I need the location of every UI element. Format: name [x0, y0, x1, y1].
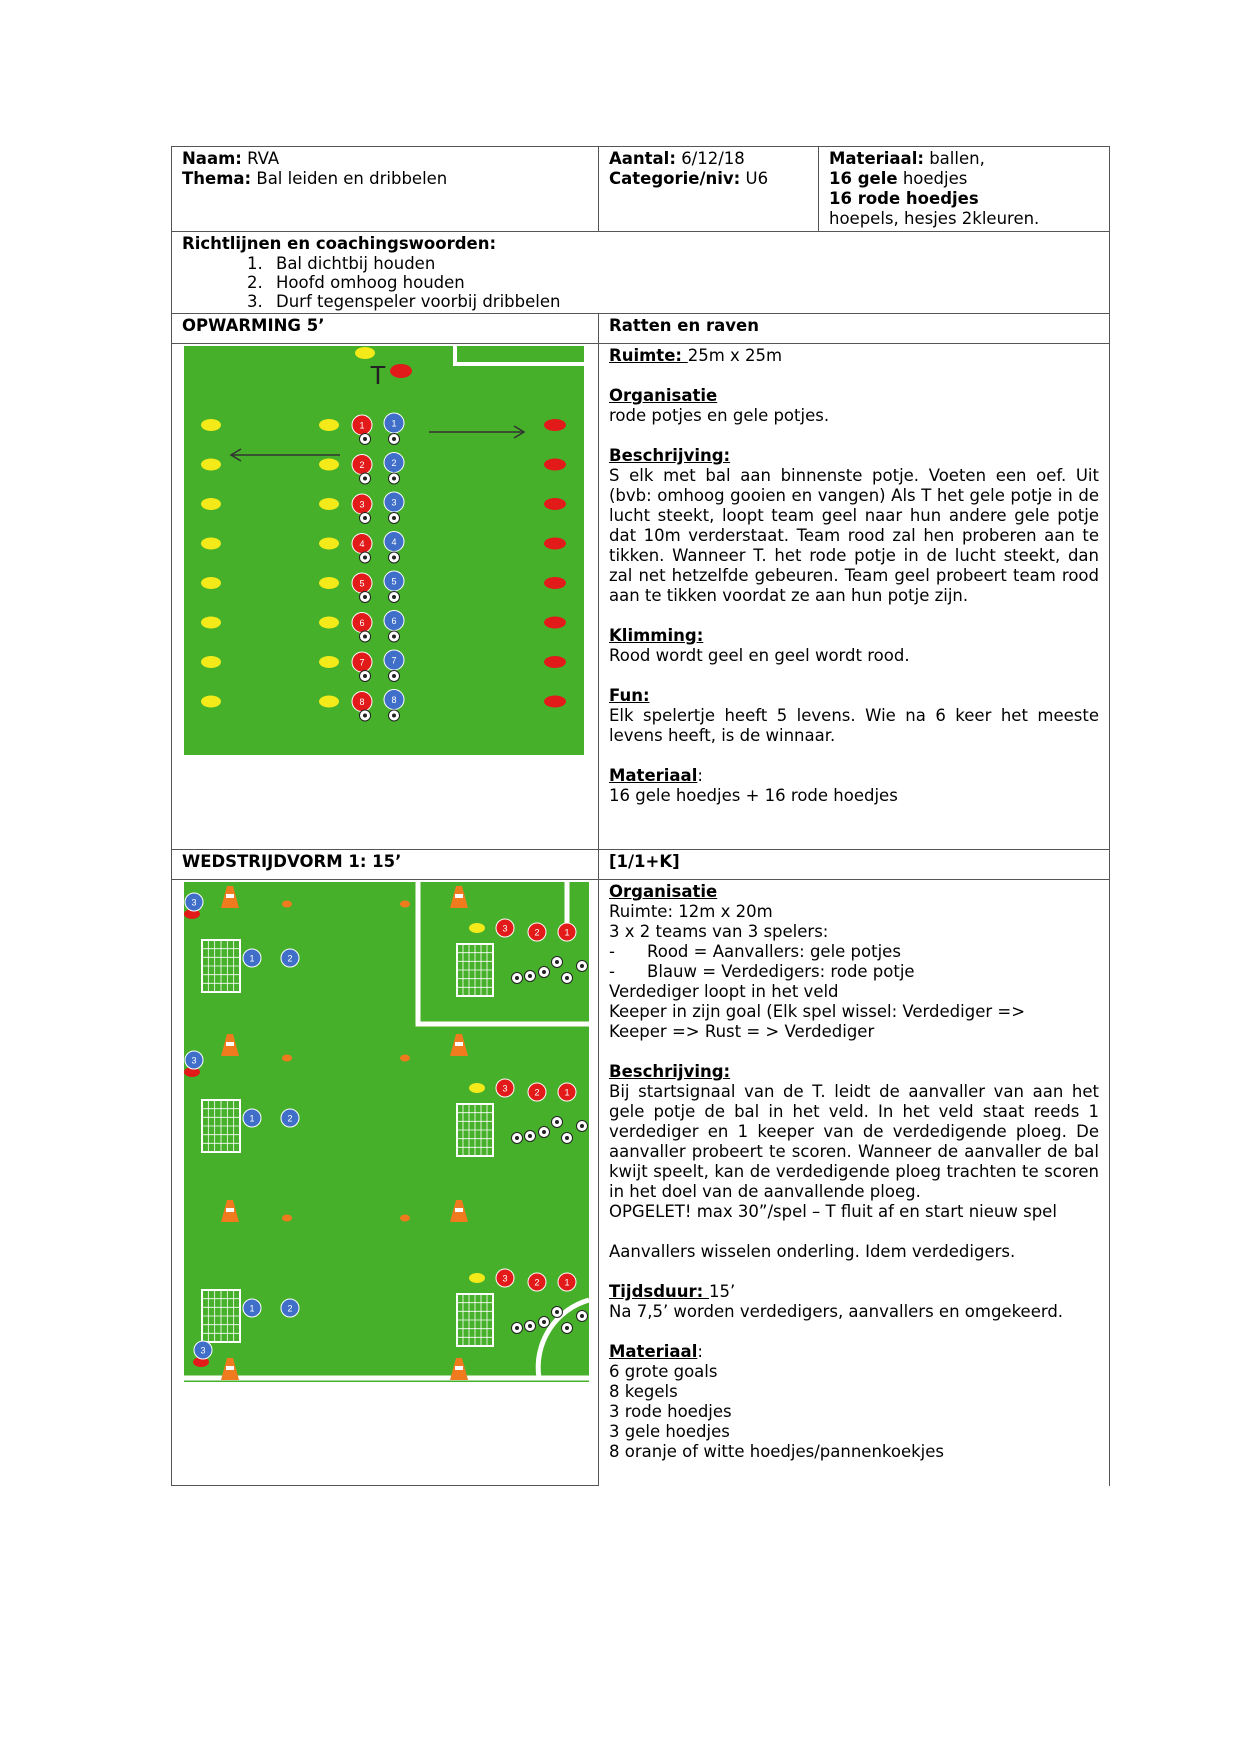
red-cone: [544, 656, 566, 668]
aantal-value: 6/12/18: [681, 149, 745, 168]
player-number: 2: [287, 953, 293, 964]
red-cone: [544, 577, 566, 589]
ball-patch: [515, 1326, 519, 1330]
wissel-text: Aanvallers wisselen onderling. Idem verdedigers.: [609, 1242, 1016, 1261]
materiaal-line4: hoepels, hesjes 2kleuren.: [829, 209, 1040, 228]
tijdsduur-text: Na 7,5’ worden verdedigers, aanvallers en omgekeerd.: [609, 1302, 1064, 1321]
player-number: 3: [359, 499, 365, 510]
session-sheet: [171, 146, 1110, 1486]
player-number: 2: [534, 927, 540, 938]
yellow-cone: [469, 1083, 485, 1093]
ball-patch: [565, 1326, 569, 1330]
org-line: Keeper in zijn goal (Elk spel wissel: Verdediger =>: [609, 1002, 1026, 1021]
ball-patch: [565, 976, 569, 980]
player-number: 1: [391, 418, 397, 429]
player-number: 2: [359, 460, 365, 470]
ball-patch: [555, 1310, 559, 1314]
opwarming-title: OPWARMING 5’: [172, 314, 599, 344]
materiaal-line2-rest: hoedjes: [902, 169, 968, 188]
orange-disc: [400, 1215, 410, 1222]
player-number: 3: [502, 923, 508, 934]
player-number: 2: [287, 1113, 293, 1124]
player-number: 8: [391, 695, 397, 705]
ball-patch: [515, 976, 519, 980]
red-cone: [544, 696, 566, 708]
org-line: Verdediger loopt in het veld: [609, 982, 839, 1001]
ball-patch: [555, 960, 559, 964]
ball-patch: [392, 674, 396, 678]
red-cone: [544, 538, 566, 550]
yellow-cone: [201, 498, 221, 510]
player-number: 1: [564, 1087, 570, 1098]
ball-patch: [528, 1134, 532, 1138]
ball-patch: [555, 1120, 559, 1124]
player-number: 3: [191, 1055, 197, 1066]
yellow-cone: [319, 577, 339, 589]
naam-label: Naam:: [182, 149, 242, 168]
player-number: 3: [191, 897, 197, 908]
guideline-item: 2. Hoofd omhoog houden: [268, 273, 1099, 292]
player-number: 2: [287, 1303, 293, 1314]
orange-disc: [400, 901, 410, 908]
categorie-label: Categorie/niv:: [609, 169, 741, 188]
player-number: 3: [502, 1273, 508, 1284]
player-number: 6: [359, 618, 365, 628]
yellow-cone: [319, 419, 339, 431]
materiaal-line2-bold: 16 gele: [829, 169, 898, 188]
player-number: 4: [359, 539, 365, 549]
red-cone: [544, 459, 566, 471]
materiaal-item: 8 oranje of witte hoedjes/pannenkoekjes: [609, 1442, 945, 1461]
guideline-item: 1. Bal dichtbij houden: [268, 254, 1099, 273]
player-number: 1: [359, 420, 365, 431]
materiaal-heading: Materiaal: [609, 766, 698, 785]
player-number: 3: [391, 497, 397, 508]
yellow-cone: [201, 577, 221, 589]
orange-disc: [282, 1215, 292, 1222]
materiaal-heading: Materiaal: [609, 1342, 698, 1361]
ball-patch: [392, 437, 396, 441]
player-number: 7: [359, 657, 365, 668]
materiaal-line3: 16 rode hoedjes: [829, 189, 979, 208]
player-number: 1: [249, 953, 255, 964]
player-number: 3: [200, 1345, 206, 1356]
yellow-cone: [201, 696, 221, 708]
materiaal-label: Materiaal:: [829, 149, 924, 168]
ball-patch: [580, 1314, 584, 1318]
guidelines-list: [182, 254, 1099, 311]
player-number: 2: [534, 1277, 540, 1288]
ball-patch: [363, 714, 367, 718]
ball-patch: [542, 970, 546, 974]
yellow-cone: [319, 656, 339, 668]
klimming-heading: Klimming:: [609, 626, 704, 645]
fun-text: Elk spelertje heeft 5 levens. Wie na 6 keer het meeste levens heeft, is de winnaar.: [609, 706, 1099, 745]
ball-patch: [363, 477, 367, 481]
player-number: 7: [391, 655, 397, 666]
guidelines-title: Richtlijnen en coachingswoorden:: [182, 234, 497, 253]
materiaal-item: 8 kegels: [609, 1382, 678, 1401]
header-aantal-cell: [599, 147, 819, 232]
wedstrijdvorm-title: WEDSTRIJDVORM 1: 15’: [172, 850, 599, 880]
ball-patch: [565, 1136, 569, 1140]
fun-heading: Fun:: [609, 686, 650, 705]
yellow-cone: [319, 617, 339, 629]
orange-disc: [282, 901, 292, 908]
dash-item: Blauw = Verdedigers: rode potje: [647, 962, 915, 981]
player-number: 6: [391, 616, 397, 626]
yellow-cone: [201, 617, 221, 629]
guideline-item: 3. Durf tegenspeler voorbij dribbelen: [268, 292, 1099, 311]
wedstrijd-field-diagram: [172, 880, 599, 1485]
org-line: 3 x 2 teams van 3 spelers:: [609, 922, 829, 941]
ball-patch: [542, 1320, 546, 1324]
dash-item: Rood = Aanvallers: gele potjes: [647, 942, 901, 961]
opwarming-description: Ruimte: 25m x 25m Organisatie rode potjes en gele potjes. Beschrijving: S elk met bal aan binnenste potje. Voeten een oef. Uit (bvb: omhoog gooien en vangen) Als T het gele potje in de lucht steekt, loopt team geel naar hun andere gele potje dat 10m verderstaat. Team rood zal hen proberen aan te tikken. Wanneer T. het rode potje in de lucht steekt, dan zal net hetzelfde gebeuren. Team geel probeert team rood aan te tikken voordat ze aan hun potje zijn. Klimming: Rood wordt geel en geel wordt rood. Fun: Elk spelertje heeft 5 levens. Wie na 6 keer het meeste levens heeft, is de winnaar. Materiaal: 16 gele hoedjes + 16 rode hoedjes: [599, 344, 1110, 850]
player-number: 1: [249, 1303, 255, 1314]
yellow-cone: [319, 538, 339, 550]
red-cone: [544, 617, 566, 629]
materiaal-value: ballen,: [929, 149, 985, 168]
header-materiaal-cell: [819, 147, 1110, 232]
formatie-title: [1/1+K]: [599, 850, 1110, 880]
player-number: 1: [249, 1113, 255, 1124]
opwarming-field-diagram: [172, 344, 599, 849]
beschrijving-heading: Beschrijving:: [609, 1062, 731, 1081]
beschrijving-text: S elk met bal aan binnenste potje. Voeten een oef. Uit (bvb: omhoog gooien en vangen) Als T het gele potje in de lucht steekt, loopt team geel naar hun andere gele potje dat 10m verderstaat. Team rood zal hen proberen aan te tikken. Wanneer T. het rode potje in de lucht steekt, dan zal net hetzelfde gebeuren. Team geel probeert team rood aan te tikken voordat ze aan hun potje zijn.: [609, 466, 1099, 605]
wedstrijd-description: Organisatie Ruimte: 12m x 20m 3 x 2 teams van 3 spelers: - Rood = Aanvallers: gele potjes - Blauw = Verdedigers: rode potje Verdediger loopt in het veld Keeper in zijn goal (Elk spel wissel: Verdediger => Keeper => Rust = > Verdediger Beschrijving: Bij startsignaal van de T. leidt de aanvaller van aan het gele potje de bal in het veld. In het veld staat reeds 1 verdediger en 1 keeper van de verdedigende ploeg. De aanvaller probeert te scoren. Wanneer de aanvaller de bal kwijt speelt, kan de verdedigende ploeg trachten te scoren in het doel van de aanvallende ploeg. OPGELET! max 30”/spel – T fluit af en start nieuw spel Aanvallers wisselen onderling. Idem verdedigers. Tijdsduur: 15’ Na 7,5’ worden verdedigers, aanvallers en omgekeerd. Materiaal: 6 grote goals 8 kegels 3 rode hoedjes 3 gele hoedjes 8 oranje of witte hoedjes/pannenkoekjes: [599, 880, 1110, 1486]
org-line: Ruimte: 12m x 20m: [609, 902, 773, 921]
trainer-label: T: [370, 360, 386, 390]
player-number: 2: [391, 458, 397, 468]
guidelines-cell: [172, 232, 1110, 314]
ball-patch: [363, 595, 367, 599]
opwarming-diagram-cell: [172, 344, 599, 850]
organisatie-heading: Organisatie: [609, 882, 718, 901]
ball-patch: [515, 1136, 519, 1140]
player-number: 5: [391, 576, 397, 587]
materiaal-item: 3 gele hoedjes: [609, 1422, 730, 1441]
organisatie-heading: Organisatie: [609, 386, 718, 405]
ball-patch: [392, 714, 396, 718]
materiaal-item: 3 rode hoedjes: [609, 1402, 732, 1421]
ball-patch: [580, 964, 584, 968]
yellow-cone: [319, 696, 339, 708]
red-cone: [544, 419, 566, 431]
orange-disc: [282, 1055, 292, 1062]
player-number: 5: [359, 578, 365, 589]
ball-patch: [363, 556, 367, 560]
yellow-cone: [469, 923, 485, 933]
wedstrijd-diagram-cell: [172, 880, 599, 1486]
yellow-cone: [201, 459, 221, 471]
ruimte-value: 25m x 25m: [687, 346, 783, 365]
yellow-cone: [201, 419, 221, 431]
ball-patch: [542, 1130, 546, 1134]
tijdsduur-value: 15’: [708, 1282, 736, 1301]
player-number: 3: [502, 1083, 508, 1094]
yellow-cone: [201, 538, 221, 550]
ball-patch: [392, 556, 396, 560]
materiaal-item: 6 grote goals: [609, 1362, 718, 1381]
player-number: 1: [564, 1277, 570, 1288]
klimming-text: Rood wordt geel en geel wordt rood.: [609, 646, 910, 665]
org-line: Keeper => Rust = > Verdediger: [609, 1022, 875, 1041]
ball-patch: [392, 635, 396, 639]
yellow-cone: [319, 498, 339, 510]
ratten-title: Ratten en raven: [599, 314, 1110, 344]
beschrijving-text: Bij startsignaal van de T. leidt de aanvaller van aan het gele potje de bal in het veld. In het veld staat reeds 1 verdediger en 1 keeper van de verdedigende ploeg. De aanvaller probeert te scoren. Wanneer de aanvaller de bal kwijt speelt, kan de verdedigende ploeg trachten te scoren in het doel van de aanvallende ploeg.: [609, 1082, 1099, 1201]
categorie-value: U6: [745, 169, 769, 188]
thema-label: Thema:: [182, 169, 252, 188]
orange-disc: [400, 1055, 410, 1062]
ball-patch: [392, 516, 396, 520]
ball-patch: [363, 516, 367, 520]
materiaal-text: 16 gele hoedjes + 16 rode hoedjes: [609, 786, 898, 805]
red-cone: [544, 498, 566, 510]
ball-patch: [528, 1324, 532, 1328]
thema-value: Bal leiden en dribbelen: [256, 169, 448, 188]
ruimte-label: Ruimte:: [609, 346, 688, 365]
header-name-cell: [172, 147, 599, 232]
player-number: 4: [391, 537, 397, 547]
yellow-cone: [201, 656, 221, 668]
ball-patch: [392, 477, 396, 481]
ball-patch: [363, 635, 367, 639]
opgelet-text: OPGELET! max 30”/spel – T fluit af en start nieuw spel: [609, 1202, 1057, 1221]
ball-patch: [363, 674, 367, 678]
naam-value: RVA: [247, 149, 280, 168]
player-number: 1: [564, 927, 570, 938]
tijdsduur-label: Tijdsduur:: [609, 1282, 709, 1301]
player-number: 8: [359, 697, 365, 707]
player-number: 2: [534, 1087, 540, 1098]
organisatie-text: rode potjes en gele potjes.: [609, 406, 830, 425]
ball-patch: [392, 595, 396, 599]
yellow-cone: [469, 1273, 485, 1283]
field: [184, 346, 584, 755]
ball-patch: [528, 974, 532, 978]
ball-patch: [580, 1124, 584, 1128]
ball-patch: [363, 437, 367, 441]
beschrijving-heading: Beschrijving:: [609, 446, 731, 465]
yellow-cone: [319, 459, 339, 471]
aantal-label: Aantal:: [609, 149, 676, 168]
